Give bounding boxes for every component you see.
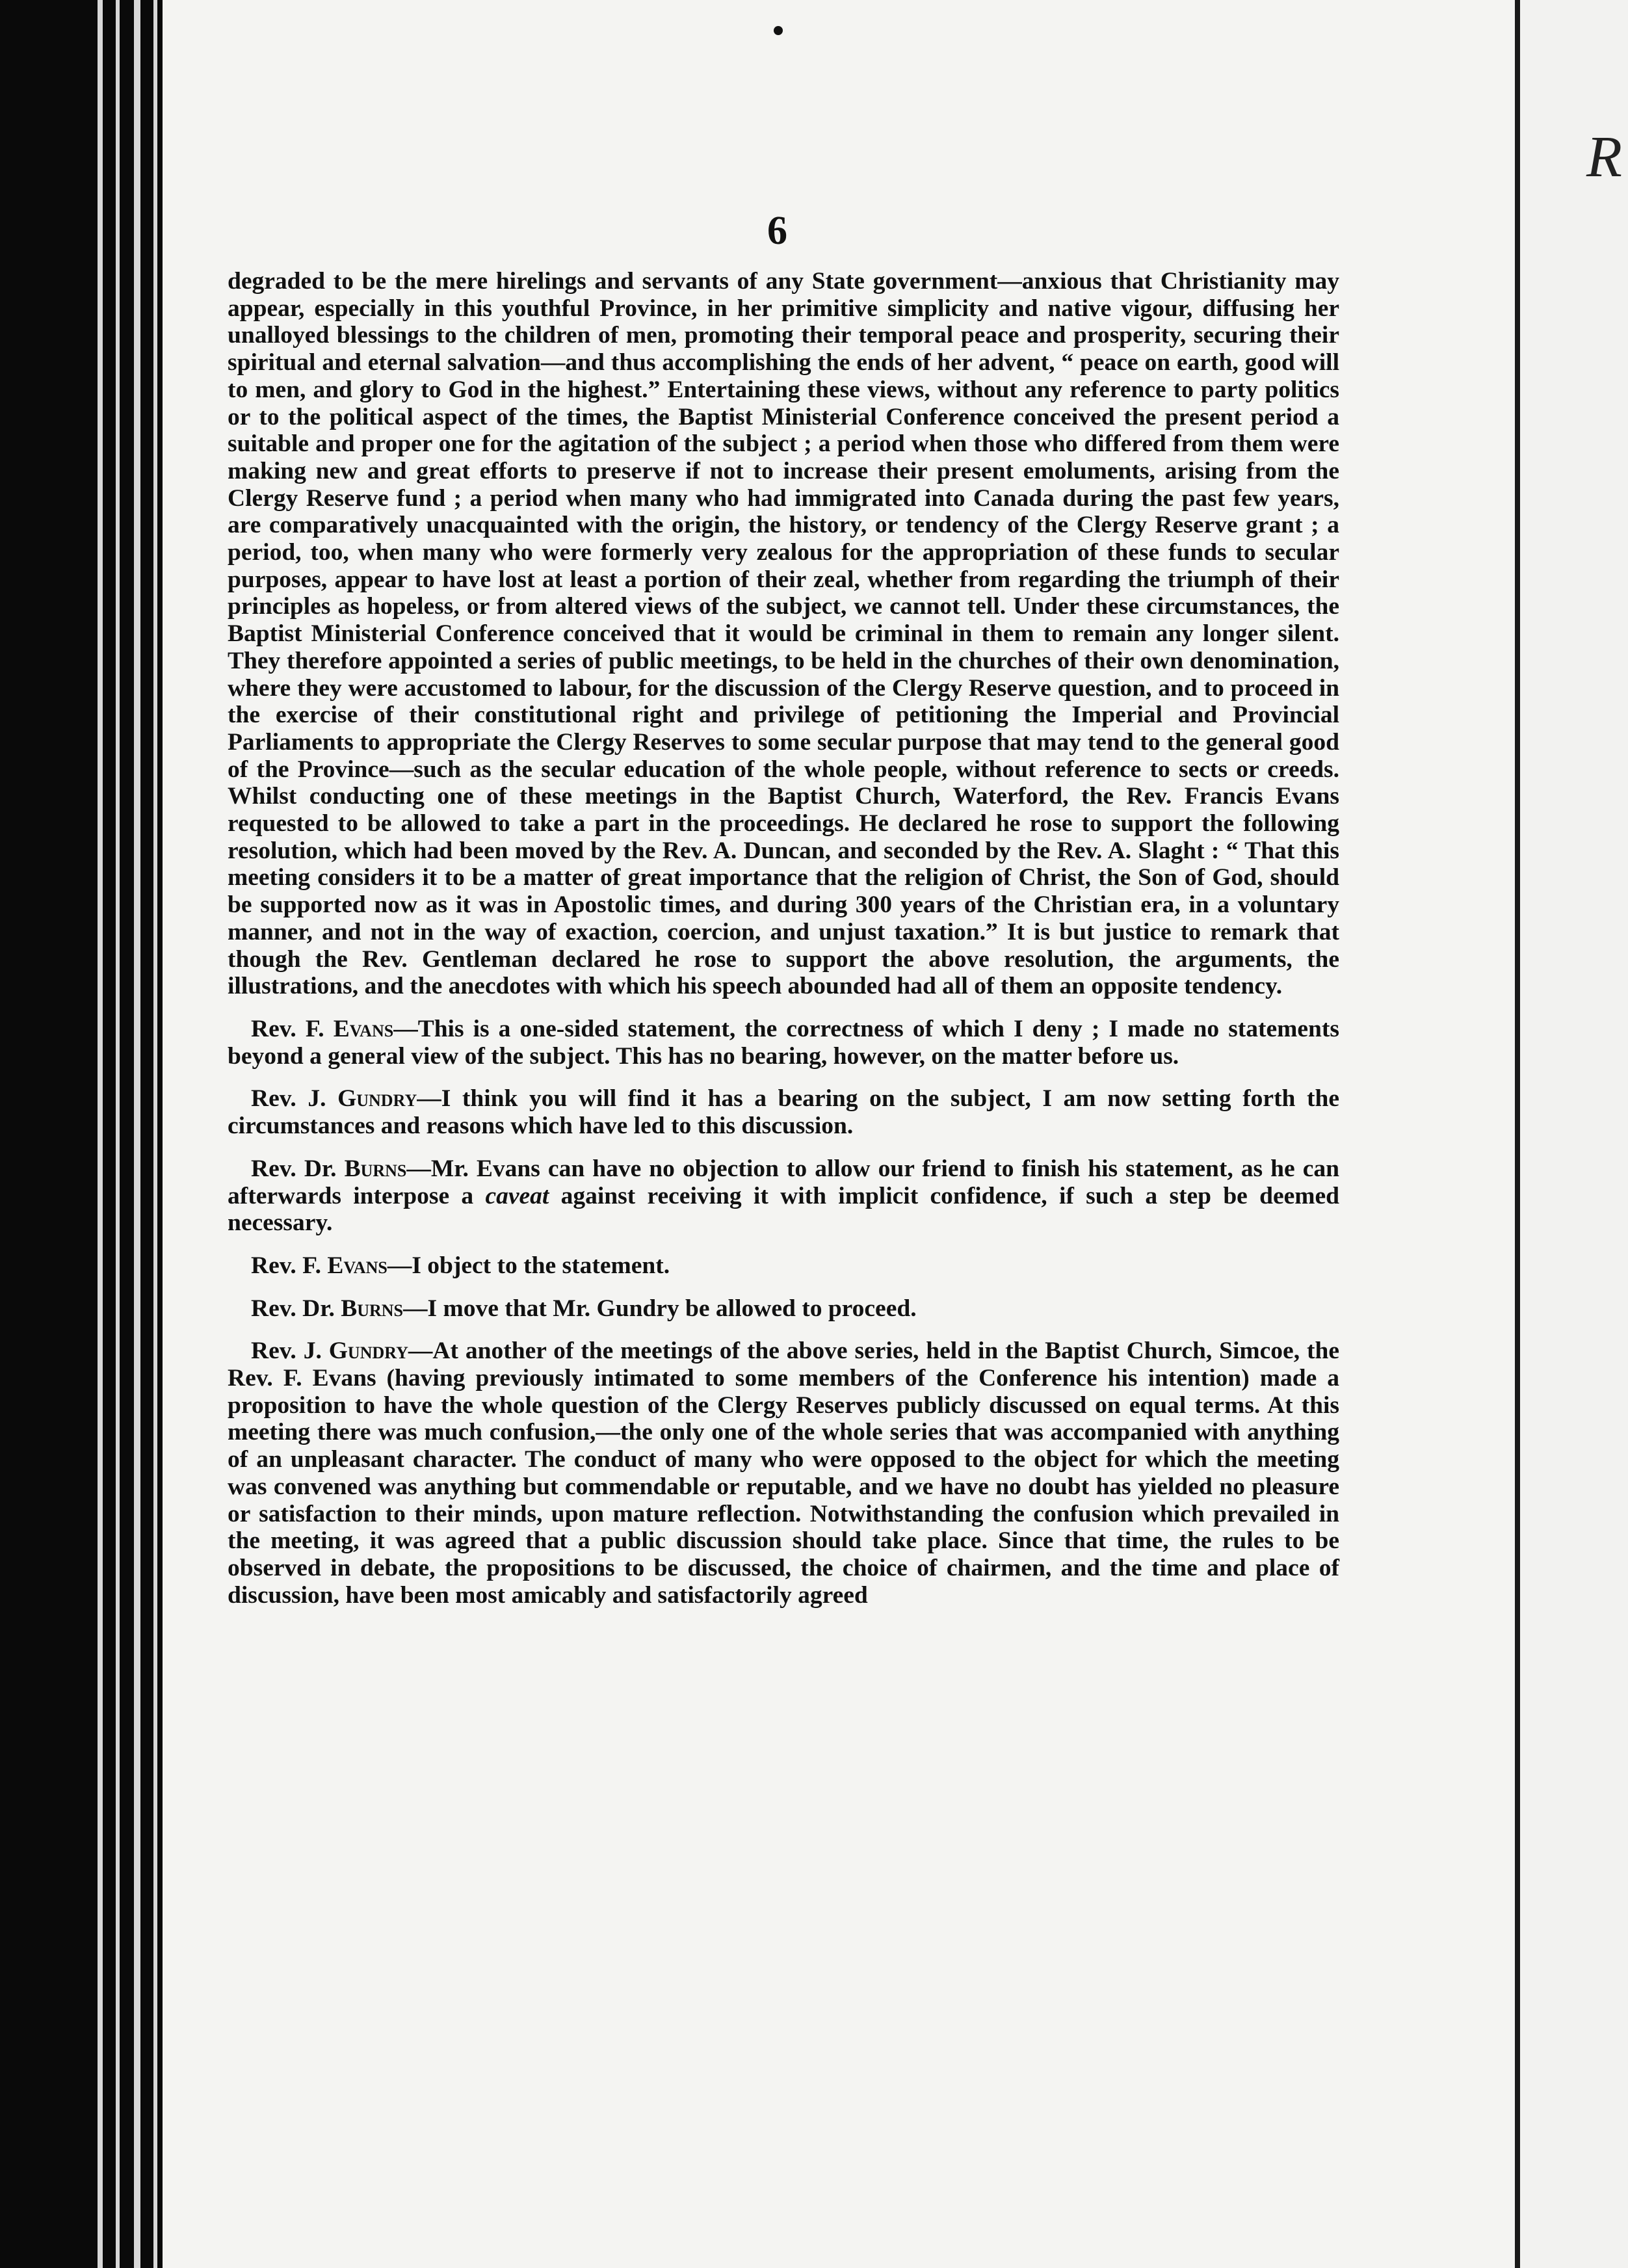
speaker-name: Burns — [341, 1295, 404, 1322]
ink-speck — [774, 26, 783, 35]
body-text — [228, 268, 1339, 1609]
speaker-prefix: Rev. J. — [251, 1085, 338, 1113]
speaker-prefix: Rev. F. — [251, 1015, 334, 1042]
spine-page-edge — [116, 0, 120, 2268]
book-spine — [0, 0, 169, 2268]
page-number: 6 — [767, 209, 787, 253]
spine-page-edge — [153, 0, 157, 2268]
dialog-text: —This is a one-sided statement, the correctness of which I deny ; I made no statements beyond a general view of the subject. This has no bearing, however, on the matter before us. — [228, 1015, 1339, 1070]
dialog-entry — [228, 1155, 1339, 1237]
speaker-name: Evans — [327, 1252, 387, 1279]
dialog-text: —At another of the meetings of the above series, held in the Baptist Church, Simcoe, the Rev. F. Evans (having previously intimated to some members of the Conference his intention) made a proposition to have the whole question of the Clergy Reserves publicly discussed on equal terms. At this meeting there was much confusion,—the only one of the whole series that was accompanied with anything of an unpleasant character. The conduct of many who were opposed to the object for which the meeting was convened was anything but commendable or reputable, and we have no doubt has yielded no pleasure or satisfaction to their minds, upon mature reflection. Notwithstanding the confusion which prevailed in the meeting, it was agreed that a public discussion should take place. Since that time, the rules to be observed in debate, the propositions to be discussed, the choice of chairmen, and the time and place of discussion, have been most amicably and satisfactorily agreed — [228, 1338, 1339, 1609]
dialog-entry — [228, 1085, 1339, 1139]
speaker-name: Gundry — [337, 1085, 417, 1113]
dialog-text: —Mr. Evans can have no objection to allow our friend to finish his statement, as he can afterwards interpose a — [228, 1155, 1339, 1209]
speaker-prefix: Rev. F. — [251, 1252, 328, 1279]
page-edge-shadow — [1515, 0, 1520, 2268]
speaker-name: Burns — [344, 1155, 407, 1182]
dialog-text: —I object to the statement. — [387, 1252, 670, 1279]
main-paragraph: degraded to be the mere hirelings and servants of any State government—anxious that Christianity may appear, especially in this youthful Province, in her primitive simplicity and native vigour, diffusing her unalloyed blessings to the children of men, promoting their temporal peace and prosperity, securing their spiritual and eternal salvation—and thus accomplishing the ends of her advent, “ peace on earth, good will to men, and glory to God in the highest.” Entertaining these views, without any reference to party politics or to the political aspect of the times, the Baptist Ministerial Conference conceived the present period a suitable and proper one for the agitation of the subject ; a period when those who differed from them were making new and great efforts to preserve if not to increase their present emoluments, arising from the Clergy Reserve fund ; a period when many who had immigrated into Canada during the past few years, are comparatively unacquainted with the origin, the history, or tendency of the Clergy Reserve grant ; a period, too, when many who were formerly very zealous for the appropriation of these funds to secular purposes, appear to have lost at least a portion of their zeal, whether from regarding the triumph of their principles as hopeless, or from altered views of the subject, we cannot tell. Under these circumstances, the Baptist Ministerial Conference conceived that it would be criminal in them to remain any longer silent. They therefore appointed a series of public meetings, to be held in the churches of their own denomination, where they were accustomed to labour, for the discussion of the Clergy Reserve question, and to proceed in the exercise of their constitutional right and privilege of petitioning the Imperial and Provincial Parliaments to appropriate the Clergy Reserves to some secular purpose that may tend to the general good of the Province—such as the secular education of the whole people, without reference to sects or creeds. Whilst conducting one of these meetings in the Baptist Church, Waterford, the Rev. Francis Evans requested to be allowed to take a part in the proceedings. He declared he rose to support the following resolution, which had been moved by the Rev. A. Duncan, and seconded by the Rev. A. Slaght : “ That this meeting considers it to be a matter of great importance that the religion of Christ, the Son of God, should be supported now as it was in Apostolic times, and during 300 years of the Christian era, in a voluntary manner, and not in the way of exaction, coercion, and unjust taxation.” It is but justice to remark that though the Rev. Gentleman declared he rose to support the above resolution, the arguments, the illustrations, and the anecdotes with which his speech abounded had all of them an opposite tendency. — [228, 268, 1339, 1000]
speaker-prefix: Rev. Dr. — [251, 1295, 341, 1322]
dialog-entry — [228, 1016, 1339, 1070]
dialog-entry — [228, 1295, 1339, 1323]
dialog-text: —I move that Mr. Gundry be allowed to proceed. — [403, 1295, 917, 1322]
speaker-prefix: Rev. Dr. — [251, 1155, 345, 1182]
speaker-name: Gundry — [328, 1338, 408, 1365]
dialog-text: against receiving it with implicit confidence, if such a step be deemed necessary. — [228, 1182, 1339, 1237]
dialog-entry — [228, 1338, 1339, 1609]
dialog-text: —I think you will find it has a bearing on the subject, I am now setting forth the circumstances and reasons which have led to this discussion. — [228, 1085, 1339, 1140]
corner-mark: R — [1586, 125, 1622, 189]
speaker-prefix: Rev. J. — [251, 1338, 329, 1365]
adjacent-page-strip — [1520, 0, 1628, 2268]
spine-page-edge — [98, 0, 103, 2268]
spine-page-edge — [134, 0, 140, 2268]
dialog-entry — [228, 1252, 1339, 1280]
dialog-italic-term: caveat — [485, 1182, 549, 1209]
speaker-name: Evans — [333, 1015, 394, 1042]
